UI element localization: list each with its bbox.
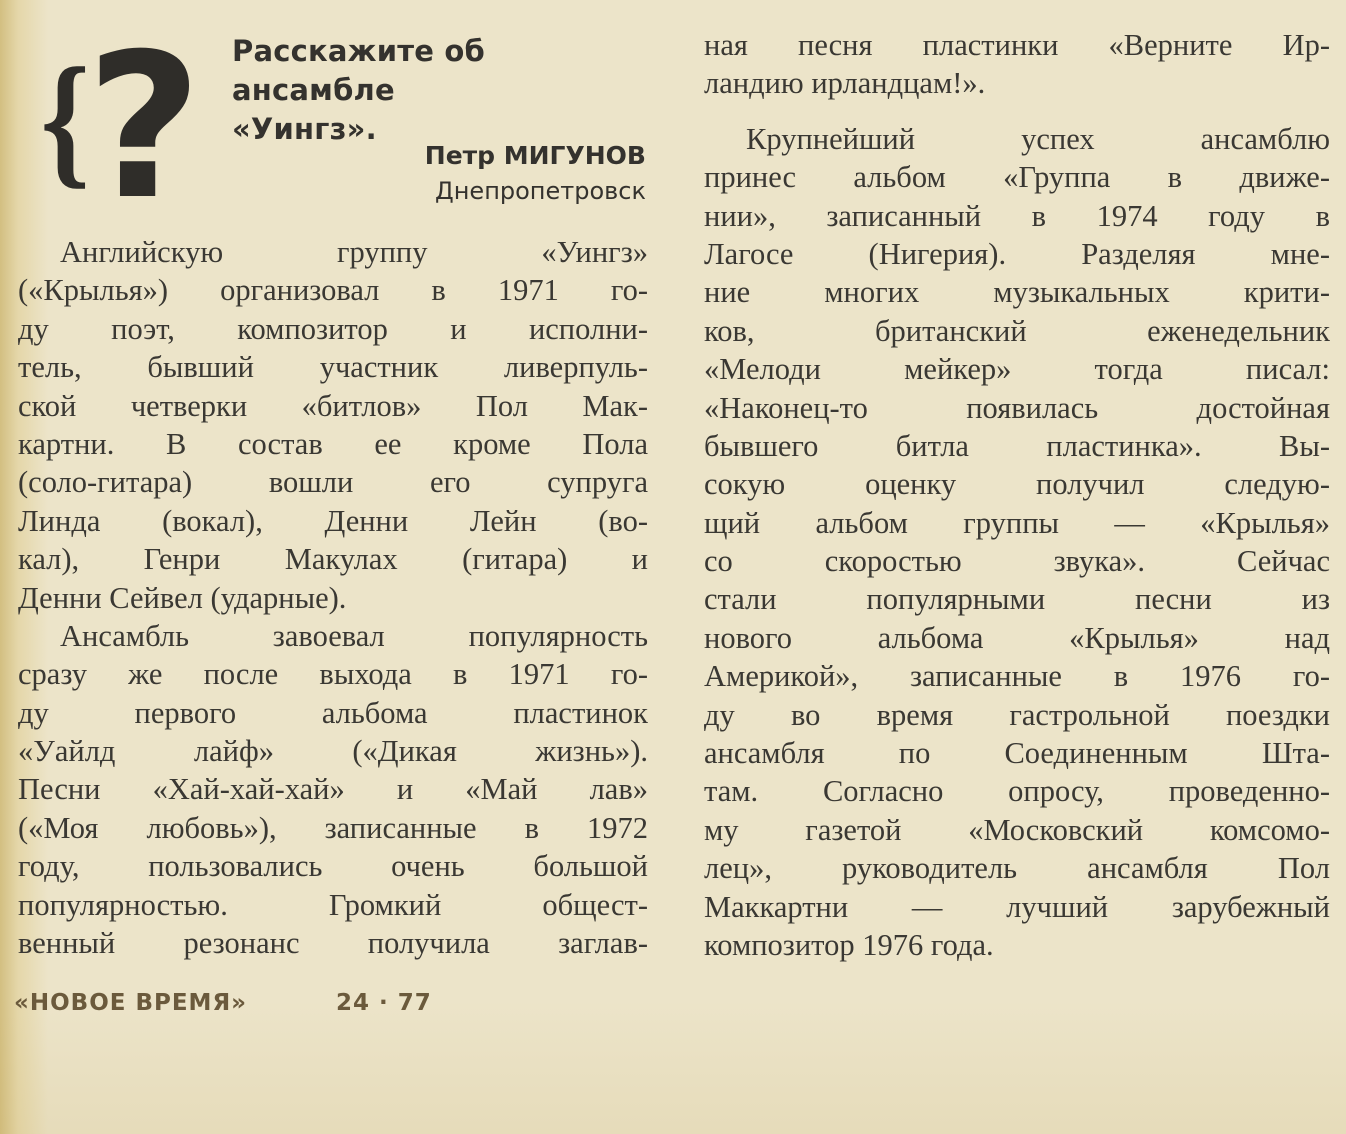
text-line: тель, бывший участник ливерпуль-	[18, 350, 648, 385]
text-line: ние многих музыкальных крити-	[704, 275, 1330, 310]
text-line: нии», записанный в 1974 году в	[704, 198, 1330, 233]
text-line: там. Согласно опросу, проведенно-	[704, 774, 1330, 809]
article-heading	[232, 32, 652, 149]
author-name: Петр МИГУНОВ	[424, 141, 646, 170]
text-line: кал), Генри Макулах (гитара) и	[18, 542, 648, 577]
text-line: щий альбом группы — «Крылья»	[704, 505, 1330, 540]
text-line: ная песня пластинки «Верните Ир-	[704, 28, 1330, 62]
text-line: ду во время гастрольной поездки	[704, 697, 1330, 732]
text-line: сокую оценку получил следую-	[704, 467, 1330, 502]
text-line: лец», руководитель ансамбля Пол	[704, 851, 1330, 886]
text-line: («Моя любовь»), записанные в 1972	[18, 810, 648, 845]
heading-line-1: Расскажите об ансамбле	[232, 34, 485, 107]
text-line: «Уайлд лайф» («Дикая жизнь»).	[18, 734, 648, 769]
text-line: ду первого альбома пластинок	[18, 695, 648, 730]
text-line: стали популярными песни из	[704, 582, 1330, 617]
text-line: венный резонанс получила заглав-	[18, 926, 648, 961]
text-line: (соло-гитара) вошли его супруга	[18, 465, 648, 500]
author-city: Днепропетровск	[434, 177, 646, 205]
text-line: принес альбом «Группа в движе-	[704, 160, 1330, 195]
text-line: ансамбля по Соединенным Шта-	[704, 736, 1330, 771]
left-column	[18, 233, 648, 962]
text-line: картни. В состав ее кроме Пола	[18, 426, 648, 461]
text-line: популярностью. Громкий общест-	[18, 887, 648, 922]
text-line: Песни «Хай-хай-хай» и «Май лав»	[18, 772, 648, 807]
text-line: Денни Сейвел (ударные).	[18, 580, 347, 615]
text-line: Америкой», записанные в 1976 го-	[704, 659, 1330, 694]
publication-name: «НОВОЕ ВРЕМЯ»	[14, 990, 248, 1016]
author-byline	[425, 139, 646, 209]
text-line: сразу же после выхода в 1971 го-	[18, 657, 648, 692]
question-mark-icon: { ?	[40, 11, 203, 244]
text-line: бывшего битла пластинка». Вы-	[704, 428, 1330, 463]
text-line: году, пользовались очень большой	[18, 849, 648, 884]
text-line: нового альбома «Крылья» над	[704, 620, 1330, 655]
text-line: «Наконец-то появилась достойная	[704, 390, 1330, 425]
text-line: Лагосе (Нигерия). Разделяя мне-	[704, 236, 1330, 271]
text-line: ской четверки «битлов» Пол Мак-	[18, 388, 648, 423]
text-line: Крупнейший успех ансамблю	[746, 121, 1330, 156]
text-line: («Крылья») организовал в 1971 го-	[18, 273, 648, 308]
text-line: Линда (вокал), Денни Лейн (во-	[18, 503, 648, 538]
issue-number: 24 · 77	[336, 990, 432, 1016]
text-line: композитор 1976 года.	[704, 927, 994, 962]
text-line: ландию ирландцам!».	[704, 66, 986, 101]
text-line: Английскую группу «Уингз»	[60, 235, 648, 269]
publication-footer	[14, 990, 432, 1016]
right-column	[704, 26, 1330, 964]
text-line: му газетой «Московский комсомо-	[704, 812, 1330, 847]
text-line: со скоростью звука». Сейчас	[704, 544, 1330, 579]
text-line: Ансамбль завоевал популярность	[60, 618, 648, 653]
text-line: Маккартни — лучший зарубежный	[704, 889, 1330, 924]
text-line: «Мелоди мейкер» тогда писал:	[704, 352, 1330, 387]
text-line: ду поэт, композитор и исполни-	[18, 311, 648, 346]
text-line: ков, британский еженедельник	[704, 313, 1330, 348]
heading-line-2: «Уингз».	[232, 112, 377, 146]
paragraph-gap	[704, 103, 1330, 120]
